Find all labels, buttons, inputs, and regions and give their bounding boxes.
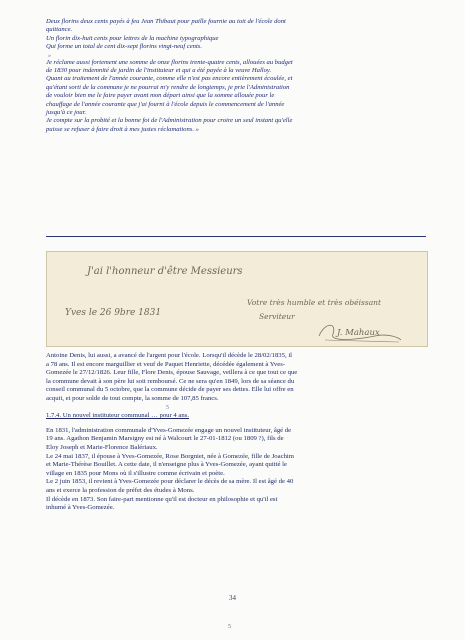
letter-date: Yves le 26 9bre 1831: [65, 308, 162, 318]
letter-closing: Serviteur: [259, 312, 295, 321]
body-line: village en 1835 pour Mons où il s'illustre comme écrivain et poète.: [46, 469, 225, 477]
body-line: a 78 ans. Il est encore marguillier et veuf de Paquet Henriette, décédée également à Yves-: [46, 360, 286, 368]
body-line: acquit, et pour solde de tout compte, la somme de 107,85 francs.: [46, 394, 219, 402]
margin-mark: 5: [166, 404, 169, 411]
quoted-letter-text: [46, 18, 426, 134]
section-divider: [46, 236, 426, 237]
quote-line: de 1830 pour indemnité de jardin de l'instituteur et qui a été payée à la veuve Halloy.: [46, 67, 272, 75]
quote-line: qu'étant sorti de la commune je ne pourrai m'y rendre de longtemps, je prie l'Administration: [46, 83, 290, 91]
body-line: Le 24 mai 1837, il épouse à Yves-Gomezée, Rose Borgniet, née à Gomezée, fille de Joachim: [46, 452, 294, 460]
body-line: Gomezée le 27/12/1826. Leur fille, Flore Denis, épouse Sauvage, veillera à ce que tout ce que: [46, 369, 298, 377]
letter-line: J'ai l'honneur d'être Messieurs: [87, 266, 243, 277]
footer-mark: 5: [228, 624, 231, 630]
letter-closing: Votre très humble et très obéissant: [247, 298, 382, 307]
body-line: Il décède en 1873. Son faire-part mentionne qu'il est docteur en philosophie et qu'il est: [46, 495, 278, 503]
signature-flourish-icon: [315, 318, 405, 344]
quote-line: quittance.: [46, 26, 73, 34]
body-line: 19 ans. Agathon Benjamin Marsigny est né à Walcourt le 27-01-1812 (ou 1809 ?), fils de: [46, 435, 284, 443]
body-line: et Marie-Thérèse Bouillet. A cette date, il n'enseigne plus à Yves-Gomezée, ayant quitté le: [46, 461, 287, 469]
body-line: Antoine Denis, lui aussi, a avancé de l'argent pour l'école. Lorsqu'il décède le 28/02/1835, il: [46, 352, 293, 359]
body-line: la commune devait à son père lui soit remboursé. Ce ne sera qu'en 1849, lors de sa séance du: [46, 377, 295, 385]
quote-line: Je réclame aussi fortement une somme de onze florins trente-quatre cents, allouées au budget: [46, 58, 293, 66]
quote-marker: »: [48, 52, 51, 59]
quote-line: Quant au traitement de l'année courante, comme elle n'est pas encore entièrement écoulée, et: [46, 75, 293, 83]
section-heading: 1.7.4. Un nouvel instituteur communal … pour 4 ans.: [46, 412, 190, 420]
quote-line: Je compte sur la probité et la bonne foi de l'Administration pour croire un seul instant qu'elle: [46, 117, 293, 125]
quote-line: de vouloir bien me le faire payer avant mon départ ainsi que la somme allouée pour le: [46, 92, 275, 100]
page-number: 34: [229, 594, 236, 602]
quote-line: Deux florins deux cents payés à feu Jean Thibaut pour paille fournie au toit de l'école dont: [46, 18, 286, 25]
quote-line: jusqu'à ce jour.: [46, 109, 87, 117]
main-text: [46, 352, 426, 513]
body-line: Le 2 juin 1853, il revient à Yves-Gomezée pour déclarer le décès de sa mère. Il est âgé de 40: [46, 478, 294, 486]
quote-line: puisse se refuser à faire droit à mes justes réclamations. »: [46, 125, 199, 133]
letter-signature: J. Mahaux: [337, 328, 380, 338]
quote-line: Un florin dix-huit cents pour lettres de la machine typographique: [46, 34, 219, 42]
quote-line: Qui forme un total de cent dix-sept florins vingt-neuf cents.: [46, 43, 203, 51]
quote-line: chauffage de l'année courante que j'ai fourni à l'école depuis le commencement de l'année: [46, 100, 285, 108]
letter-photograph: [46, 251, 428, 347]
body-line: En 1831, l'administration communale d'Yves-Gomezée engage un nouvel instituteur, âgé de: [46, 426, 292, 434]
body-line: conseil communal du 5 octobre, que la commune décide de payer ses dettes. Elle lui offre en: [46, 386, 294, 394]
body-line: inhumé à Yves-Gomezée.: [46, 504, 115, 512]
body-line: ans et exerce la profession de préfet des études à Mons.: [46, 486, 195, 494]
body-line: Eloy Joseph et Marie-Florence Balériaux.: [46, 443, 158, 451]
